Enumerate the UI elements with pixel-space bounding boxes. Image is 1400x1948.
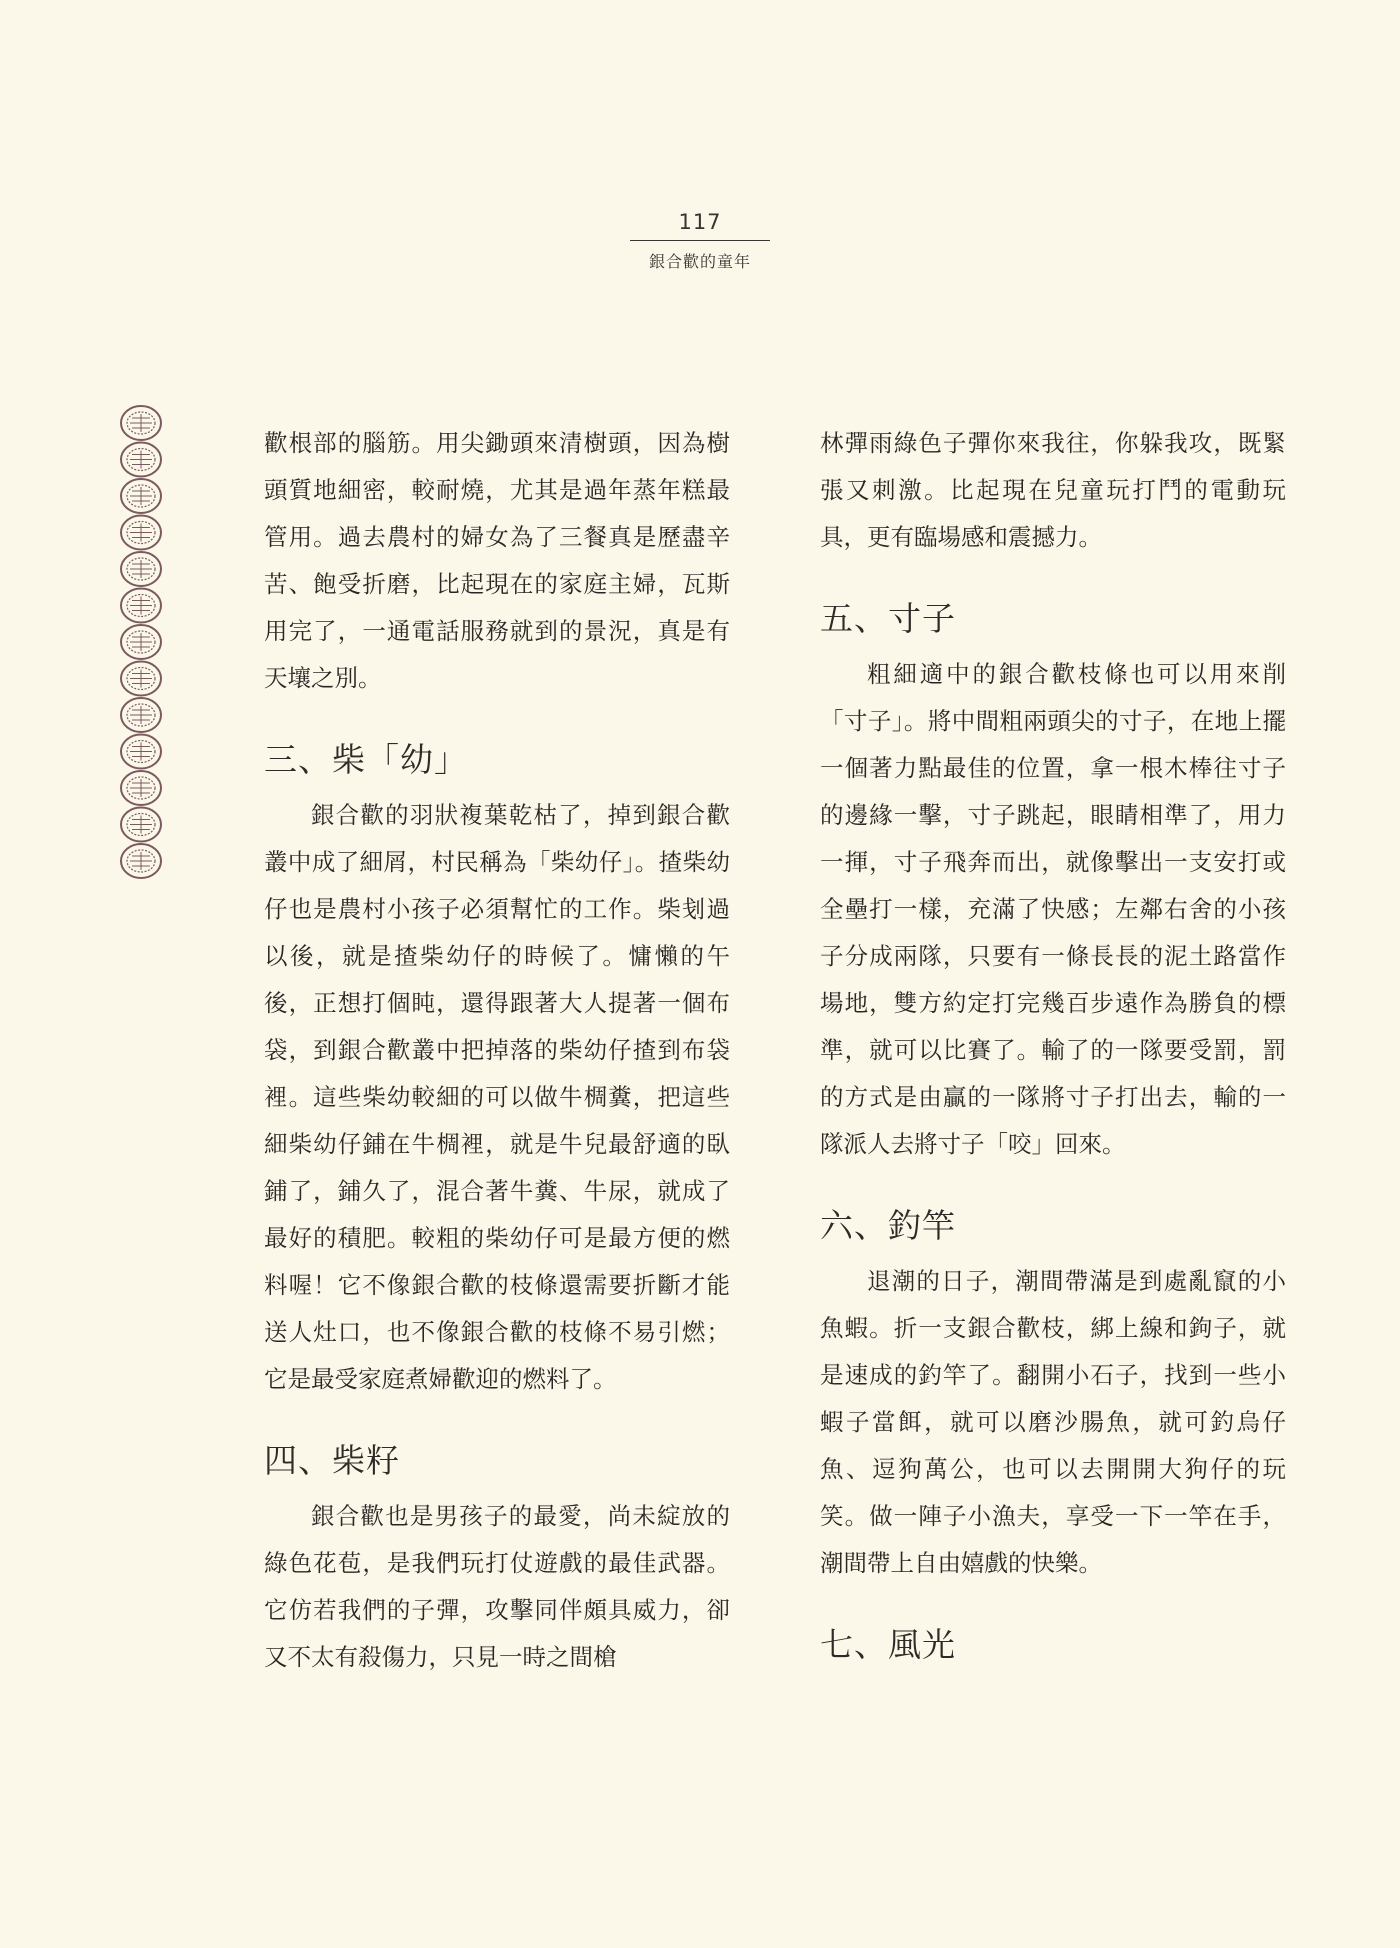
section-heading-3: 三、柴「幼」: [264, 740, 468, 779]
seal-pattern: [130, 743, 152, 761]
seal-pattern: [130, 597, 152, 615]
seal-pattern: [130, 487, 152, 505]
seal-pattern: [130, 816, 152, 834]
left-column: [264, 420, 730, 1681]
seal-pattern: [130, 706, 152, 724]
page-number: 117: [678, 210, 722, 234]
seal-pattern: [130, 414, 152, 432]
seal-pattern: [130, 779, 152, 797]
seal-pattern: [130, 560, 152, 578]
paragraph: 歡根部的腦筋。用尖鋤頭來清樹頭，因為樹頭質地細密，較耐燒，尤其是過年蒸年糕最管用。過去農村的婦女為了三餐真是歷盡辛苦、飽受折磨，比起現在的家庭主婦，瓦斯用完了，一通電話服務就到的景況，真是有天壤之別。: [264, 429, 730, 692]
seal-pattern: [130, 524, 152, 542]
section-heading-4: 四、柴籽: [264, 1441, 400, 1480]
section-heading-5: 五、寸子: [820, 599, 956, 638]
right-column: [820, 420, 1286, 1677]
seal-pattern: [130, 633, 152, 651]
header-rule: [630, 240, 770, 241]
seal-column-icon: [118, 405, 164, 905]
paragraph: 粗細適中的銀合歡枝條也可以用來削「寸子」。將中間粗兩頭尖的寸子，在地上擺一個著力點最佳的位置，拿一根木棒往寸子的邊緣一擊，寸子跳起，眼睛相準了，用力一揮，寸子飛奔而出，就像擊出一支安打或全壘打一樣，充滿了快感；左鄰右舍的小孩子分成兩隊，只要有一條長長的泥土路當作場地，雙方約定打完幾百步遠作為勝負的標準，就可以比賽了。輸了的一隊要受罰，罰的方式是由贏的一隊將寸子打出去，輸的一隊派人去將寸子「咬」回來。: [820, 660, 1286, 1158]
seal-pattern: [130, 451, 152, 469]
paragraph: 退潮的日子，潮間帶滿是到處亂竄的小魚蝦。折一支銀合歡枝，綁上線和鉤子，就是速成的釣竿了。翻開小石子，找到一些小蝦子當餌，就可以磨沙腸魚，就可釣烏仔魚、逗狗萬公，也可以去開開大狗仔的玩笑。做一陣子小漁夫，享受一下一竿在手，潮間帶上自由嬉戲的快樂。: [820, 1267, 1286, 1577]
paragraph: 銀合歡的羽狀複葉乾枯了，掉到銀合歡叢中成了細屑，村民稱為「柴幼仔」。揸柴幼仔也是農村小孩子必須幫忙的工作。柴刬過以後，就是揸柴幼仔的時候了。慵懶的午後，正想打個盹，還得跟著大人提著一個布袋，到銀合歡叢中把掉落的柴幼仔揸到布袋裡。這些柴幼較細的可以做牛椆糞，把這些細柴幼仔鋪在牛椆裡，就是牛兒最舒適的臥鋪了，鋪久了，混合著牛糞、牛尿，就成了最好的積肥。較粗的柴幼仔可是最方便的燃料喔！它不像銀合歡的枝條還需要折斷才能送人灶口，也不像銀合歡的枝條不易引燃；它是最受家庭煮婦歡迎的燃料了。: [264, 801, 730, 1393]
seal-pattern: [130, 852, 152, 870]
section-heading-6: 六、釣竿: [820, 1206, 956, 1245]
page-header: [630, 208, 770, 272]
paragraph: 銀合歡也是男孩子的最愛，尚未綻放的綠色花苞，是我們玩打仗遊戲的最佳武器。它仿若我們的子彈，攻擊同伴頗具威力，卻又不太有殺傷力，只見一時之間槍: [264, 1502, 730, 1671]
paragraph: 林彈雨綠色子彈你來我往，你躲我攻，既緊張又刺激。比起現在兒童玩打鬥的電動玩具，更有臨場感和震撼力。: [820, 429, 1286, 551]
section-heading-7: 七、風光: [820, 1625, 956, 1664]
seal-pattern: [130, 670, 152, 688]
running-title: 銀合歡的童年: [648, 252, 751, 271]
